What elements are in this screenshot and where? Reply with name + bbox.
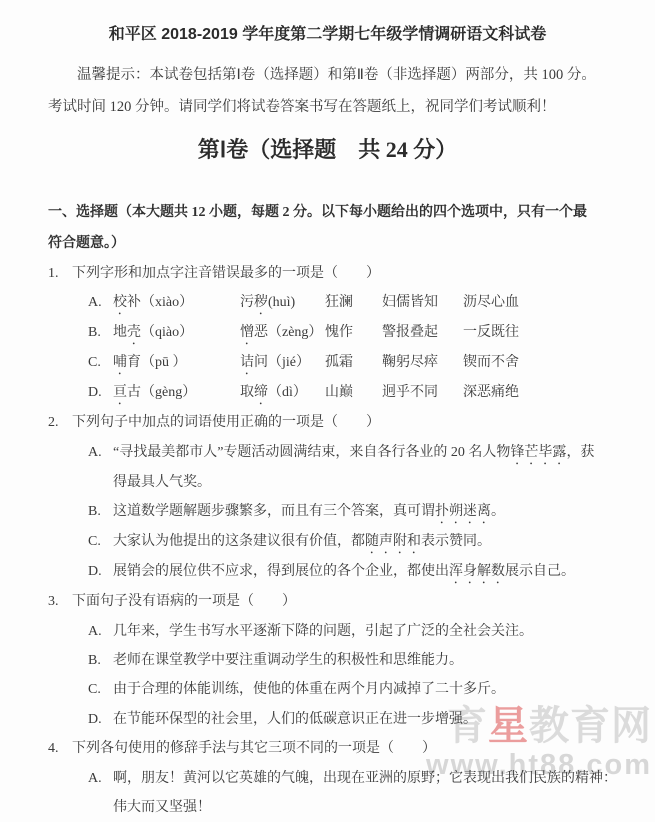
question-4 <box>48 734 635 822</box>
notice-line-1: 温馨提示：本试卷包括第Ⅰ卷（选择题）和第Ⅱ卷（非选择题）两部分，共 100 分。 <box>77 67 596 83</box>
option-row <box>48 617 635 646</box>
text-segment: 由于合理的体能训练，使他的体重在两个月内减掉了二十多斤。 <box>113 682 505 698</box>
emphasized-word: 校 <box>113 295 127 311</box>
question-stem <box>48 408 635 437</box>
text-segment: 沥尽心血 <box>463 295 519 311</box>
text-segment: 狂澜 <box>325 295 353 311</box>
option-cell <box>325 348 382 378</box>
option-cell <box>382 318 463 348</box>
option-line <box>113 617 635 646</box>
text-segment: 得最具人气奖。 <box>113 474 211 490</box>
text-segment: 鞠躬尽瘁 <box>382 355 438 371</box>
option-cell <box>240 288 325 318</box>
emphasized-word: 秽 <box>254 295 268 311</box>
text-segment: 表示赞同。 <box>421 534 491 550</box>
option-text <box>113 646 635 675</box>
option-line <box>113 438 635 468</box>
option-cell <box>325 288 382 318</box>
option-cell <box>240 318 325 348</box>
option-line <box>113 675 635 704</box>
option-line <box>113 646 635 675</box>
text-segment: 取 <box>240 385 254 401</box>
text-segment: 展示自己。 <box>505 564 575 580</box>
question-number: 4. <box>48 741 59 757</box>
emphasized-word: 壳 <box>127 325 141 341</box>
section1-intro-line-2: 符合题意。） <box>48 236 125 251</box>
option-cell <box>463 318 635 348</box>
option-label: C. <box>88 534 101 550</box>
question-stem-text: 下面句子没有语病的一项是（ ） <box>72 594 296 610</box>
notice-line-2: 考试时间 120 分钟。请同学们将试卷答案书写在答题纸上，祝同学们考试顺利！ <box>48 99 556 115</box>
option-line <box>113 705 635 734</box>
option-cell <box>382 288 463 318</box>
option-row <box>48 705 635 734</box>
option-label: A. <box>88 770 102 786</box>
text-segment: 警报叠起 <box>382 325 438 341</box>
option-row <box>48 438 635 497</box>
option-row <box>48 527 635 557</box>
option-cell <box>240 378 325 408</box>
option-label: D. <box>88 564 102 580</box>
text-segment: 迥乎不同 <box>382 385 438 401</box>
watermark-chars: 教育网 <box>529 704 652 748</box>
option-label: B. <box>88 325 101 341</box>
option-cell <box>463 378 635 408</box>
emphasized-word: 锋芒毕露 <box>510 444 567 460</box>
option-label: A. <box>88 295 102 311</box>
option-cell <box>113 348 240 378</box>
emphasized-word: 诘 <box>240 355 254 371</box>
text-segment: “寻找最美都市人”专题活动圆满结束，来自各行各业的 20 名人物 <box>113 444 511 460</box>
option-cell <box>325 378 382 408</box>
watermark-accent-char: 星 <box>488 704 529 748</box>
option-cell <box>240 348 325 378</box>
option-label: A. <box>88 444 102 460</box>
option-row <box>48 288 635 318</box>
option-text <box>113 438 635 497</box>
emphasized-word: 扑朔迷离 <box>435 504 491 520</box>
paper-title: 和平区 2018-2019 学年度第二学期七年级学情调研语文科试卷 <box>108 26 547 43</box>
section1-intro <box>48 197 635 259</box>
question-stem-text: 下列字形和加点字注音错误最多的一项是（ ） <box>72 266 380 281</box>
text-segment: 展销会的展位供不应求，得到展位的各个企业，都使出 <box>113 564 449 580</box>
option-label: B. <box>88 504 101 520</box>
text-segment: （dì） <box>268 385 307 401</box>
emphasized-word: 亘 <box>113 385 127 401</box>
text-segment: 山巅 <box>325 385 353 401</box>
option-text <box>113 497 635 527</box>
option-label: D. <box>88 385 102 401</box>
option-text <box>113 527 635 557</box>
option-label: D. <box>88 711 102 727</box>
emphasized-word: 浑身解数 <box>449 564 505 580</box>
option-cell <box>463 288 635 318</box>
option-line <box>113 527 635 557</box>
question-number: 3. <box>48 594 59 610</box>
text-segment: (huì) <box>268 295 296 311</box>
option-row <box>48 318 635 348</box>
option-cell <box>113 318 240 348</box>
text-segment: 。 <box>491 504 505 520</box>
question-stem <box>48 259 635 288</box>
text-segment: 锲而不舍 <box>463 355 519 371</box>
option-row <box>48 348 635 378</box>
emphasized-word: 缔 <box>254 385 268 401</box>
text-segment: （qiào） <box>141 325 194 341</box>
option-row <box>48 764 635 822</box>
text-segment: 地 <box>113 325 127 341</box>
option-line <box>113 497 635 527</box>
option-text <box>113 675 635 704</box>
option-cell <box>113 288 240 318</box>
text-segment: 古（gèng） <box>127 385 197 401</box>
option-line <box>113 764 635 793</box>
question-stem-text: 下列各句使用的修辞手法与其它三项不同的一项是（ ） <box>72 741 436 757</box>
question-1 <box>48 259 635 408</box>
option-row <box>48 675 635 704</box>
option-line <box>113 468 635 497</box>
option-label: A. <box>88 623 102 639</box>
question-number: 2. <box>48 415 59 431</box>
question-3 <box>48 587 635 734</box>
option-label: B. <box>88 653 101 669</box>
text-segment: 这道数学题解题步骤繁多，而且有三个答案，真可谓 <box>113 504 435 520</box>
option-cell <box>382 348 463 378</box>
text-segment: 污 <box>240 295 254 311</box>
option-text <box>113 764 635 822</box>
option-line <box>113 557 635 587</box>
option-cell <box>325 318 382 348</box>
text-segment: 问（jié） <box>254 355 310 371</box>
text-segment: 育（pū ） <box>127 355 187 371</box>
text-segment: 恶（zèng） <box>254 325 323 341</box>
emphasized-word: 哺 <box>113 355 127 371</box>
text-segment: 妇儒皆知 <box>382 295 438 311</box>
option-cell <box>113 378 240 408</box>
question-number: 1. <box>48 266 59 281</box>
part1-heading: 第Ⅰ卷（选择题 共 24 分） <box>197 137 458 162</box>
text-segment: 几年来，学生书写水平逐渐下降的问题，引起了广泛的全社会关注。 <box>113 623 533 639</box>
watermark-char: 育 <box>447 704 488 748</box>
option-text <box>113 705 635 734</box>
option-line <box>113 793 635 822</box>
text-segment: 在节能环保型的社会里，人们的低碳意识正在进一步增强。 <box>113 711 477 727</box>
section1-intro-line-1: 一、选择题（本大题共 12 小题，每题 2 分。以下每小题给出的四个选项中，只有一个最 <box>48 205 587 220</box>
question-stem <box>48 587 635 616</box>
text-segment: 老师在课堂教学中要注重调动学生的积极性和思维能力。 <box>113 653 463 669</box>
text-segment: 啊，朋友！黄河以它英雄的气魄，出现在亚洲的原野；它表现出我们民族的精神： <box>113 770 617 786</box>
question-stem-text: 下列句子中加点的词语使用正确的一项是（ ） <box>72 415 380 431</box>
option-row <box>48 497 635 527</box>
text-segment: ，获 <box>566 444 595 460</box>
text-segment: 大家认为他提出的这条建议很有价值，都 <box>113 534 365 550</box>
emphasized-word: 憎 <box>240 325 254 341</box>
option-cell <box>463 348 635 378</box>
text-segment: 补（xiào） <box>127 295 194 311</box>
option-text <box>113 617 635 646</box>
option-label: C. <box>88 355 101 371</box>
text-segment: 深恶痛绝 <box>463 385 519 401</box>
text-segment: 伟大而又坚强！ <box>113 800 211 816</box>
option-text <box>113 557 635 587</box>
question-stem <box>48 734 635 763</box>
emphasized-word: 随声附和 <box>365 534 421 550</box>
text-segment: 孤霜 <box>325 355 353 371</box>
option-row <box>48 557 635 587</box>
text-segment: 愧作 <box>325 325 353 341</box>
exam-notice <box>48 59 635 123</box>
option-cell <box>382 378 463 408</box>
text-segment: 一反既往 <box>463 325 519 341</box>
option-row <box>48 378 635 408</box>
question-2 <box>48 408 635 587</box>
questions-container <box>48 259 635 822</box>
option-row <box>48 646 635 675</box>
option-label: C. <box>88 682 101 698</box>
watermark-url: www.ht88.com <box>426 749 652 781</box>
